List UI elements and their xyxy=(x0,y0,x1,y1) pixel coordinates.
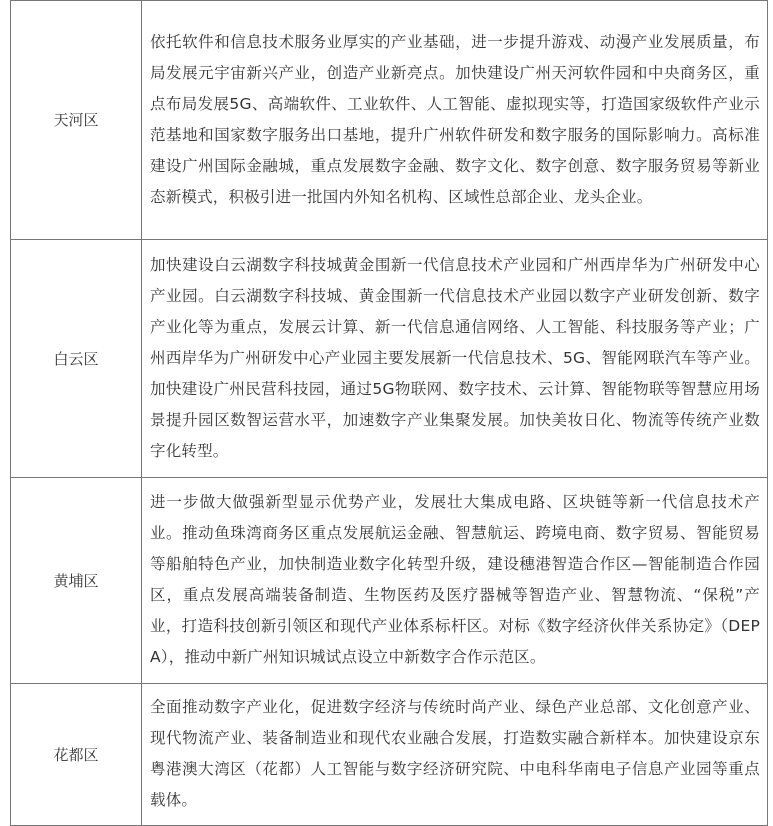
table-row xyxy=(11,240,768,478)
table-row xyxy=(11,478,768,684)
district-description-cell: 加快建设白云湖数字科技城黄金围新一代信息技术产业园和广州西岸华为广州研发中心产业园。白云湖数字科技城、黄金围新一代信息技术产业园以数字产业研发创新、数字产业化等为重点，发展云计算、新一代信息通信网络、人工智能、科技服务等产业；广州西岸华为广州研发中心产业园主要发展新一代信息技术、5G、智能网联汽车等产业。加快建设广州民营科技园，通过5G物联网、数字技术、云计算、智能物联等智慧应用场景提升园区数智运营水平，加速数字产业集聚发展。加快美妆日化、物流等传统产业数字化转型。 xyxy=(142,240,768,478)
district-name-cell: 花都区 xyxy=(11,684,142,826)
district-name-cell: 白云区 xyxy=(11,240,142,478)
district-description-cell: 全面推动数字产业化，促进数字经济与传统时尚产业、绿色产业总部、文化创意产业、现代物流产业、装备制造业和现代农业融合发展，打造数实融合新样本。加快建设京东粤港澳大湾区（花都）人工智能与数字经济研究院、中电科华南电子信息产业园等重点载体。 xyxy=(142,684,768,826)
district-name-cell: 黄埔区 xyxy=(11,478,142,684)
district-description-cell: 进一步做大做强新型显示优势产业，发展壮大集成电路、区块链等新一代信息技术产业。推动鱼珠湾商务区重点发展航运金融、智慧航运、跨境电商、数字贸易、智能贸易等船舶特色产业，加快制造业数字化转型升级，建设穗港智造合作区—智能制造合作园区，重点发展高端装备制造、生物医药及医疗器械等智造产业、智慧物流、“保税”产业，打造科技创新引领区和现代产业体系标杆区。对标《数字经济伙伴关系协定》（DEPA），推动中新广州知识城试点设立中新数字合作示范区。 xyxy=(142,478,768,684)
district-industry-table xyxy=(10,0,768,826)
district-description-cell: 依托软件和信息技术服务业厚实的产业基础，进一步提升游戏、动漫产业发展质量，布局发展元宇宙新兴产业，创造产业新亮点。加快建设广州天河软件园和中央商务区，重点布局发展5G、高端软件、工业软件、人工智能、虚拟现实等，打造国家级软件产业示范基地和国家数字服务出口基地，提升广州软件研发和数字服务的国际影响力。高标准建设广州国际金融城，重点发展数字金融、数字文化、数字创意、数字服务贸易等新业态新模式，积极引进一批国内外知名机构、区域性总部企业、龙头企业。 xyxy=(142,1,768,240)
table-row xyxy=(11,684,768,826)
table-row xyxy=(11,1,768,240)
district-name-cell: 天河区 xyxy=(11,1,142,240)
